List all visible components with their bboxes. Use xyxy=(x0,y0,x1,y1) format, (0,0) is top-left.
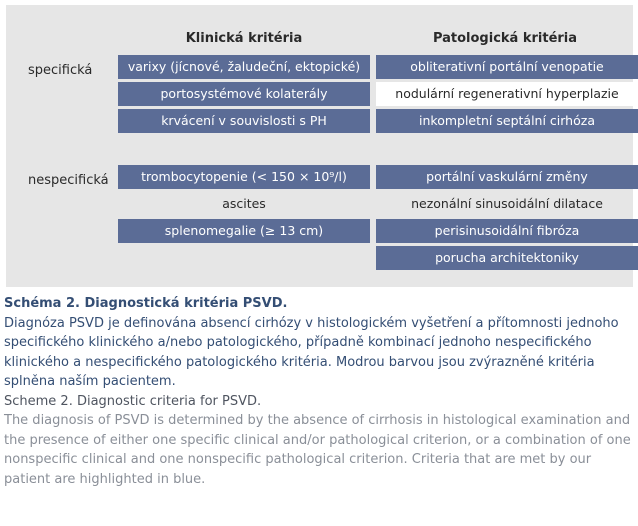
cell-clinical-varices: varixy (jícnové, žaludeční, ektopické) xyxy=(118,55,370,79)
cell-clinical-splenomegaly: splenomegalie (≥ 13 cm) xyxy=(118,219,370,243)
criteria-table xyxy=(6,5,633,287)
cell-pathological-obliterative-venopathy: obliterativní portální venopatie xyxy=(376,55,638,79)
cell-pathological-architecture-disorder: porucha architektoniky xyxy=(376,246,638,270)
figure-caption xyxy=(4,294,636,489)
cell-pathological-perisinusoidal-fibrosis: perisinusoidální fibróza xyxy=(376,219,638,243)
caption-title-en: Scheme 2. Diagnostic criteria for PSVD. xyxy=(4,393,262,409)
header-pathological: Patologická kritéria xyxy=(432,31,578,46)
cell-clinical-collaterals: portosystémové kolaterály xyxy=(118,82,370,106)
cell-clinical-thrombocytopenia: trombocytopenie (< 150 × 10⁹/l) xyxy=(118,165,370,189)
caption-title-cz: Schéma 2. Diagnostická kritéria PSVD. xyxy=(4,296,288,311)
cell-pathological-sinusoidal-dilatation: nezonální sinusoidální dilatace xyxy=(411,196,603,211)
cell-pathological-vascular-changes: portální vaskulární změny xyxy=(376,165,638,189)
cell-pathological-nodular-hyperplasia: nodulární regenerativní hyperplazie xyxy=(376,82,638,106)
cell-pathological-incomplete-septal-cirrhosis: inkompletní septální cirhóza xyxy=(376,109,638,133)
header-clinical: Klinická kritéria xyxy=(185,31,303,46)
caption-body-cz: Diagnóza PSVD je definována absencí cirhózy v histologickém vyšetření a přítomnosti jednoho specifického klinického a/nebo patologického, případně kombinací jednoho nespecifického klinického a nespecifického patologického kritéria. Modrou barvou jsou zvýrazněné kritéria splněna naším pacientem. xyxy=(4,315,619,389)
cell-clinical-bleeding: krvácení v souvislosti s PH xyxy=(118,109,370,133)
group-label-nonspecific: nespecifická xyxy=(28,173,109,188)
caption-body-en: The diagnosis of PSVD is determined by the absence of cirrhosis in histological examination and the presence of either one specific clinical and/or pathological criterion, or a combination of one nonspecific clinical and one nonspecific pathological criterion. Criteria that are met by our patient are highlighted in blue. xyxy=(4,413,631,487)
cell-clinical-ascites: ascites xyxy=(222,196,266,211)
group-label-specific: specifická xyxy=(28,63,93,78)
